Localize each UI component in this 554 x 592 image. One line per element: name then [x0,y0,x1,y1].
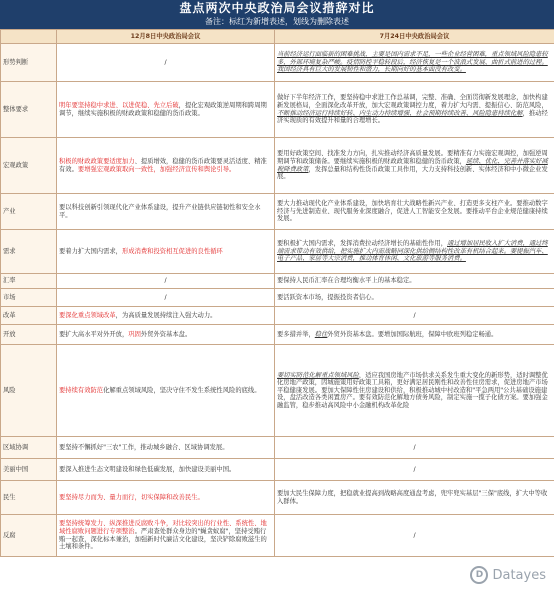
cell-text: / [164,58,167,66]
page-header [0,0,554,29]
cell-text: ，为高质量发展持续注入强大动力。 [115,311,217,319]
cell-text: / [413,311,416,319]
column-header-dec: 12月8日中央政治局会议 [57,30,275,44]
cell-text: / [164,277,167,285]
cell-text: ，推动经济实现质的有效提升和量的合理增长。 [277,109,548,125]
cell-text: 延续、优化、完善并落实好减税降费政策 [277,157,548,173]
cell-dec [57,307,275,325]
cell-text: 当前经济运行面临新的困难挑战，主要是国内需求不足，一些企业经营困难，重点领域风险隐患较多，外部环境复杂严峻。疫情防控平稳转段后，经济恢复是一个波浪式发展、曲折式前进的过程。我国经济具有巨大的发展韧性和潜力，长期向好的基本面没有改变。 [277,51,548,74]
row-label: 风险 [1,345,57,437]
table-row [1,481,554,515]
cell-text: / [413,531,416,539]
table-row [1,289,554,307]
page-title: 盘点两次中央政治局会议措辞对比 [179,1,375,15]
cell-text: 明年要坚持稳中求进、以进促稳、先立后破 [59,101,179,109]
cell-text: 要增强宏观政策取向一致性，加强经济宣传和舆论引导。 [77,165,236,173]
cell-jul [275,459,554,481]
cell-text: / [164,293,167,301]
row-label: 民生 [1,481,57,515]
row-label: 需求 [1,230,57,274]
row-label: 区域协调 [1,437,57,459]
table-row [1,325,554,345]
row-label: 整体要求 [1,82,57,138]
cell-dec [57,459,275,481]
row-label: 反腐 [1,515,57,557]
cell-dec [57,82,275,138]
cell-text: 要着力扩大国内需求， [59,247,122,255]
cell-dec [57,325,275,345]
cell-text: ，提化宏观政策逆周期和跨周期调节，继续实施积极的财政政策和稳健的货币政策。 [59,101,267,117]
table-row [1,345,554,437]
cell-text: 、提质增效，稳健的货币政策要灵活适度、精准有效。 [59,157,267,173]
cell-text: / [413,443,416,451]
cell-dec [57,138,275,194]
cell-text: 要保持人民币汇率在合理均衡水平上的基本稳定。 [277,277,416,285]
column-header-jul: 7月24日中央政治局会议 [275,30,554,44]
datayes-logo-icon: D [470,566,488,584]
cell-text: 要扩大高水平对外开放， [59,330,129,338]
cell-text: 要积极扩大国内需求，发挥消费拉动经济增长的基础性作用， [277,240,448,248]
cell-jul [275,274,554,289]
table-row [1,307,554,325]
table-row [1,44,554,82]
legend-note: 备注：标红为新增表述，划线为删除表述 [205,17,349,26]
cell-text: 要深入推进生态文明建设和绿色低碳发展，加快建设美丽中国。 [59,465,236,473]
cell-dec [57,194,275,230]
cell-jul [275,307,554,325]
cell-text: 要坚持统筹发力、纵深推进反腐败斗争，对比较突出的行业性、系统性、地域性腐败问题进行专项整治 [59,520,267,535]
cell-text: 要大力推动现代化产业体系建设，加快培育壮大战略性新兴产业、打造更多支柱产业。要推动数字经济与先进制造业、现代服务业深度融合，促进人工智能安全发展。要推动平台企业规范健康持续发展。 [277,200,548,223]
table-body [1,44,554,557]
cell-text: 要坚持不懈抓好"三农"工作，推动城乡融合、区域协调发展。 [59,443,229,451]
watermark [470,566,546,584]
cell-text: ，发挥总量和结构性货币政策工具作用，大力支持科技创新、实体经济和中小微企业发展。 [277,165,548,181]
cell-text: ，适应我国房地产市场供求关系发生重大变化的新形势，适时调整优化房地产政策，因城施策用好政策工具箱，更好满足居民刚性和改善性住房需求，促进房地产市场平稳健康发展。要加大保障性住房建设和供给，积极推动城中村改造和"平急两用"公共基础设施建设，盘活改造各类闲置房产。要有效防范化解地方债务风险，制定实施一揽子化债方案。要加强金融监管，稳步推动高风险中小金融机构改革化险 [277,371,548,409]
row-label: 改革 [1,307,57,325]
watermark-text: Datayes [492,567,546,583]
cell-dec [57,274,275,289]
cell-text: 巩固 [128,330,141,338]
cell-dec [57,437,275,459]
cell-text: 要坚持尽力而为、量力而行，切实保障和改善民生。 [59,493,204,501]
cell-jul [275,437,554,459]
row-label: 开放 [1,325,57,345]
cell-dec [57,481,275,515]
table-row [1,138,554,194]
cell-jul [275,325,554,345]
cell-text: 积极的财政政策要适度加力 [59,157,135,165]
row-label: 形势判断 [1,44,57,82]
comparison-table [0,29,554,557]
table-row [1,230,554,274]
cell-jul [275,345,554,437]
cell-text: 要持续有效防范 [59,386,104,394]
cell-text: 要以科技创新引领现代化产业体系建设，提升产业链供应链韧性和安全水平。 [59,203,261,219]
cell-dec [57,515,275,557]
cell-text: 要用好政策空间、找准发力方向，扎实推动经济高质量发展。要精准有力实施宏观调控，加强逆周期调节和政策储备。要继续实施积极的财政政策和稳健的货币政策， [277,150,548,165]
table-row [1,194,554,230]
cell-text: 通过增加居民收入扩大消费，通过终端需求带动有效供给，把实施扩大内需战略同深化供给侧结构性改革有机结合起来。要提振汽车、电子产品、家居等大宗消费，推动体育休闲、文化旅游等服务消费。 [277,240,548,263]
cell-jul [275,82,554,138]
table-row [1,515,554,557]
cell-jul [275,138,554,194]
cell-text: / [413,465,416,473]
cell-text: 化解重点领域风险，坚决守住不发生系统性风险的底线。 [103,386,261,394]
cell-text: 要深化重点领域改革 [59,311,116,319]
cell-text: 外贸外资基本盘。要增加国际航班，保障中欧班列稳定畅通。 [327,330,498,338]
table-row [1,274,554,289]
cell-text: 稳住 [314,330,328,338]
cell-jul [275,230,554,274]
cell-dec [57,289,275,307]
row-label: 产业 [1,194,57,230]
cell-dec [57,44,275,82]
table-header-row [1,30,554,44]
cell-dec [57,345,275,437]
cell-text: 形成消费和投资相互促进的良性循环 [121,247,223,255]
cell-jul [275,515,554,557]
cell-text: 外贸外资基本盘。 [140,330,192,338]
row-label: 市场 [1,289,57,307]
table-row [1,459,554,481]
cell-text: 不断推动经济运行持续好转、内生动力持续增强、社会预期持续改善、风险隐患持续化解 [277,109,523,117]
row-label: 美丽中国 [1,459,57,481]
corner-cell [1,30,57,44]
cell-jul [275,289,554,307]
cell-text: 要加大民生保障力度，把稳就业提高到战略高度通盘考虑，兜牢兜实基层"三保"底线，扩大中等收入群体。 [277,489,548,505]
cell-jul [275,194,554,230]
cell-text: 要切实防范化解重点领域风险 [277,371,359,379]
table-row [1,437,554,459]
cell-text: 做好下半年经济工作，要坚持稳中求进工作总基调，完整、准确、全面贯彻新发展理念，加快构建新发展格局，全面深化改革开放，加大宏观政策调控力度，着力扩大内需、提振信心、防范风险， [277,94,548,109]
cell-jul [275,44,554,82]
row-label: 汇率 [1,274,57,289]
row-label: 宏观政策 [1,138,57,194]
cell-text: 要活跃资本市场，提振投资者信心。 [277,293,378,301]
cell-text: 。严肃查处群众身边的"蝇贪蚁腐"，坚持受贿行贿一起查，深化标本兼治，加强新时代廉洁文化建设，坚决铲除腐败滋生的土壤和条件。 [59,527,267,551]
cell-jul [275,481,554,515]
cell-dec [57,230,275,274]
table-row [1,82,554,138]
cell-text: 要多措并举， [277,330,315,338]
